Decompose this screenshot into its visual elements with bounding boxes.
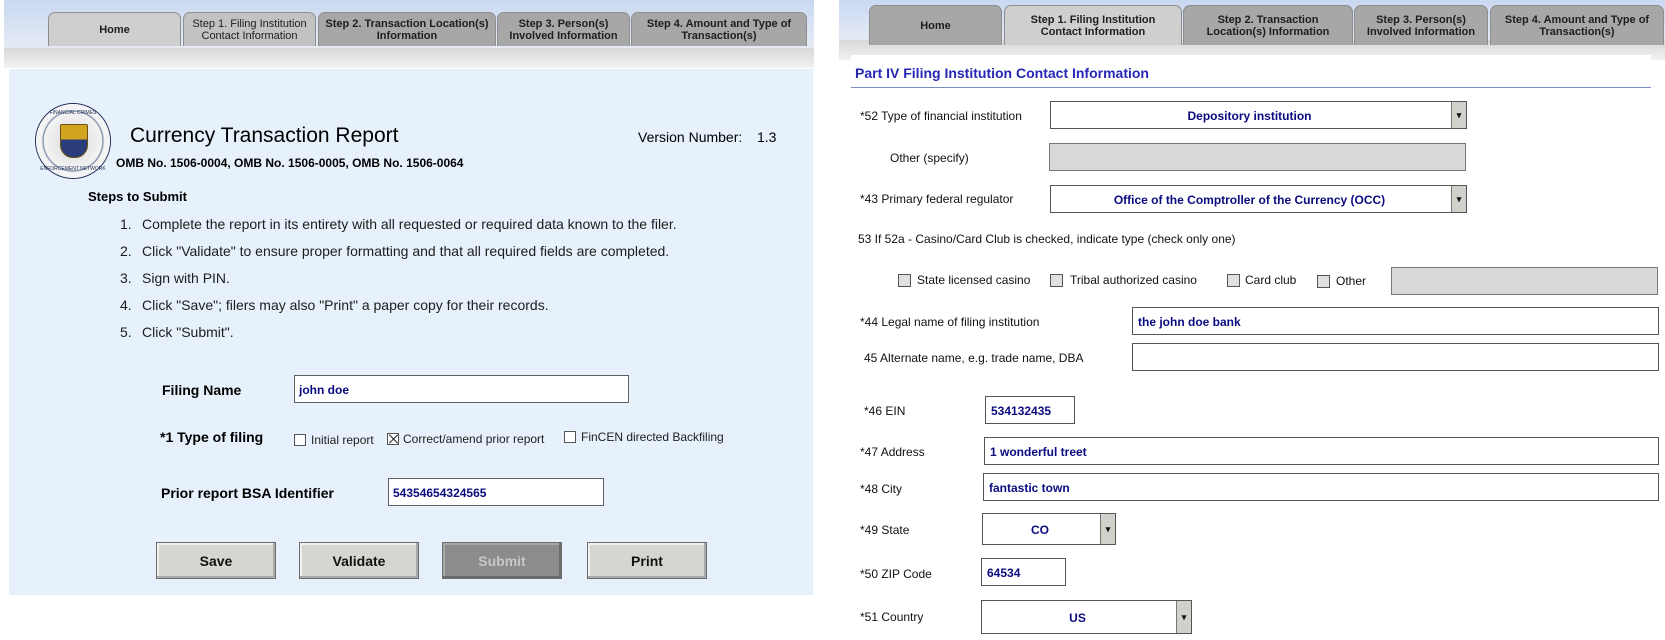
tab-step2[interactable]: Step 2. Transaction Location(s) Information [318,12,496,46]
state-value: CO [1031,523,1049,537]
print-button[interactable]: Print [587,542,707,579]
step-number: 5. [120,324,132,340]
type-of-filing-label: *1 Type of filing [160,429,264,445]
tab-step4[interactable]: Step 4. Amount and Type of Transaction(s) [1490,5,1664,45]
chevron-down-icon[interactable]: ▾ [1176,601,1191,633]
alt-name-input[interactable] [1132,343,1659,371]
step-item [120,270,230,286]
tribal-casino-label: Tribal authorized casino [1070,273,1197,287]
filing-name-input[interactable]: john doe [294,375,629,403]
chevron-down-icon[interactable]: ▾ [1451,186,1466,212]
seal-text-top: FINANCIAL CRIMES [49,110,97,116]
tab-step1[interactable]: Step 1. Filing Institution Contact Information [183,12,316,46]
step-item [120,324,234,340]
state-label: *49 State [860,523,910,537]
ein-label: *46 EIN [864,404,906,418]
ein-input[interactable]: 534132435 [985,396,1075,424]
tab-step2[interactable]: Step 2. Transaction Location(s) Information [1183,5,1353,45]
step-text: Complete the report in its entirety with all requested or required data known to the filer. [142,216,677,232]
alt-name-label: 45 Alternate name, e.g. trade name, DBA [864,351,1084,365]
other-casino-checkbox[interactable] [1317,275,1330,288]
filing-name-label: Filing Name [162,382,242,398]
fi-type-label: *52 Type of financial institution [860,109,1022,123]
prior-report-input[interactable]: 54354654324565 [388,478,604,506]
city-input[interactable]: fantastic town [983,473,1659,501]
zip-label: *50 ZIP Code [860,567,932,581]
fincen-backfiling-checkbox[interactable] [564,431,576,443]
step1-panel [839,0,1665,640]
fincen-backfiling-label: FinCEN directed Backfiling [581,430,724,444]
step-item [120,216,677,232]
step-number: 4. [120,297,132,313]
other-casino-label: Other [1336,274,1367,288]
regulator-select[interactable] [1050,185,1467,213]
validate-button[interactable]: Validate [299,542,419,579]
omb-numbers: OMB No. 1506-0004, OMB No. 1506-0005, OMB No. 1506-0064 [116,156,464,170]
tab-step3[interactable]: Step 3. Person(s) Involved Information [497,12,630,46]
country-select[interactable] [981,600,1192,634]
submit-button[interactable]: Submit [442,542,562,579]
card-club-label: Card club [1245,273,1297,287]
step-number: 1. [120,216,132,232]
other-casino-input[interactable] [1391,267,1658,295]
chevron-down-icon[interactable]: ▾ [1100,514,1115,544]
step-item [120,243,669,259]
tab-step3[interactable]: Step 3. Person(s) Involved Information [1354,5,1488,45]
country-value: US [1069,611,1086,625]
fi-type-select[interactable] [1050,101,1467,129]
state-casino-checkbox[interactable] [898,274,911,287]
contact-info-form [839,89,1665,640]
card-club-checkbox[interactable] [1227,274,1240,287]
version-value: 1.3 [757,129,777,145]
regulator-value: Office of the Comptroller of the Currency (OCC) [1113,193,1386,207]
regulator-label: *43 Primary federal regulator [860,192,1014,206]
state-select[interactable] [982,513,1116,545]
correct-amend-checkbox[interactable] [387,433,399,445]
tab-home[interactable]: Home [869,5,1002,45]
home-panel [0,0,815,640]
seal-text-bottom: ENFORCEMENT NETWORK [40,166,106,172]
initial-report-checkbox[interactable] [294,434,306,446]
step-number: 3. [120,270,132,286]
tab-step4[interactable]: Step 4. Amount and Type of Transaction(s) [631,12,807,46]
country-label: *51 Country [860,610,924,624]
step-text: Click "Save"; filers may also "Print" a paper copy for their records. [142,297,549,313]
step-item [120,297,549,313]
tribal-casino-checkbox[interactable] [1050,274,1063,287]
state-casino-label: State licensed casino [917,273,1031,287]
report-title: Currency Transaction Report [130,124,399,147]
step-text: Sign with PIN. [142,270,230,286]
steps-heading: Steps to Submit [88,189,187,204]
fi-type-value: Depository institution [1187,109,1312,123]
casino-note: 53 If 52a - Casino/Card Club is checked, indicate type (check only one) [858,232,1236,246]
save-button[interactable]: Save [156,542,276,579]
step-text: Click "Submit". [142,324,234,340]
prior-report-label: Prior report BSA Identifier [161,485,334,501]
other-specify-input[interactable] [1049,143,1466,171]
address-input[interactable]: 1 wonderful treet [984,437,1659,465]
tab-step1[interactable]: Step 1. Filing Institution Contact Information [1004,5,1182,45]
step-number: 2. [120,243,132,259]
version-label: Version Number: [638,129,743,145]
tab-home[interactable]: Home [48,12,181,46]
legal-name-input[interactable]: the john doe bank [1132,307,1659,335]
part-title: Part IV Filing Institution Contact Information [851,55,1651,88]
step-text: Click "Validate" to ensure proper formatting and that all required fields are completed. [142,243,670,259]
shield-icon [60,124,88,158]
correct-amend-label: Correct/amend prior report [403,432,545,446]
initial-report-label: Initial report [311,433,374,447]
fincen-seal-logo [36,104,110,178]
zip-input[interactable]: 64534 [981,558,1066,586]
other-specify-label: Other (specify) [890,151,969,165]
chevron-down-icon[interactable]: ▾ [1451,102,1466,128]
legal-name-label: *44 Legal name of filing institution [860,315,1040,329]
address-label: *47 Address [860,445,925,459]
city-label: *48 City [860,482,903,496]
